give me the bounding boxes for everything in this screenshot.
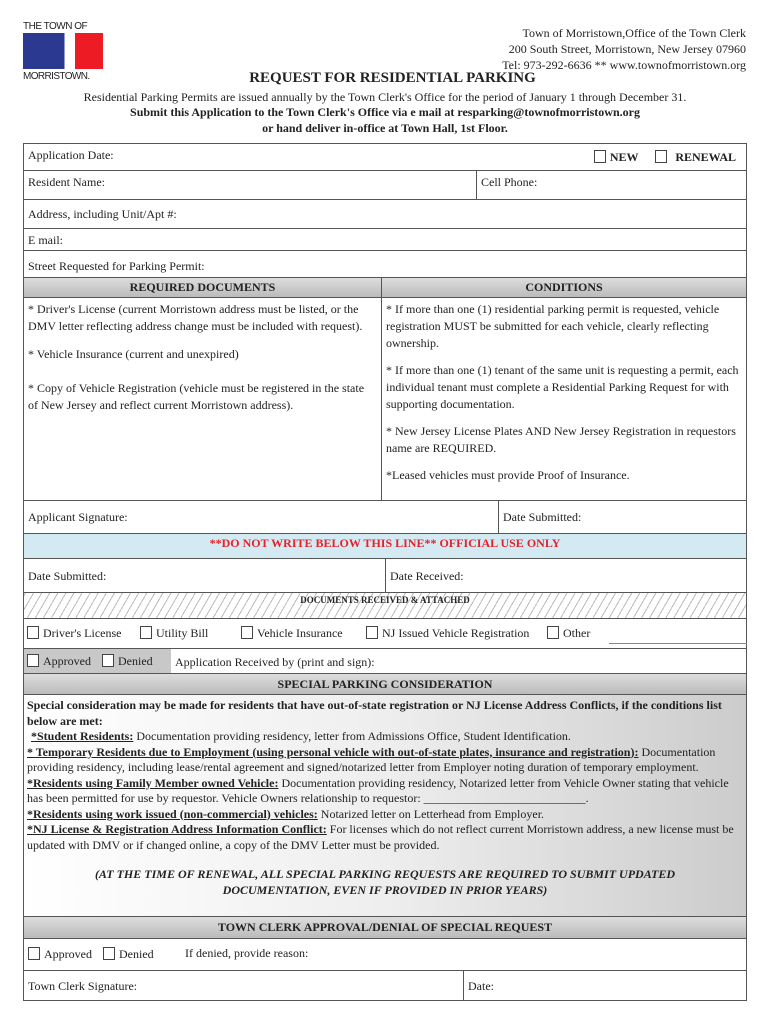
label: *Residents using work issued (non-commercial) vehicles:	[27, 806, 318, 821]
label: Applicant Signature:	[28, 510, 128, 524]
clerk-approval-row	[23, 938, 747, 971]
other-checkbox[interactable]	[547, 626, 559, 639]
date-submitted-field[interactable]	[498, 500, 747, 534]
label: Vehicle Insurance	[257, 626, 343, 640]
conditions-list	[381, 297, 747, 501]
label: Other	[563, 626, 591, 640]
list-item: * Vehicle Insurance (current and unexpired)	[28, 347, 239, 361]
label: E mail:	[28, 233, 63, 247]
resident-name-field[interactable]	[23, 170, 477, 200]
label: Denied	[119, 947, 154, 961]
label: Approved	[43, 654, 91, 668]
address-field[interactable]	[23, 199, 747, 229]
special-item	[27, 729, 743, 745]
list-item: * If more than one (1) tenant of the same unit is requesting a permit, each individual tenant must complete a Residential Parking Request for with supporting documentation.	[386, 363, 739, 411]
renewal-note: (AT THE TIME OF RENEWAL, ALL SPECIAL PARKING REQUESTS ARE REQUIRED TO SUBMIT UPDATED DOCUMENTATION, EVEN IF PROVIDED IN PRIOR YEARS)	[94, 867, 676, 897]
documents-checklist	[23, 618, 747, 649]
conditions-header: CONDITIONS	[381, 277, 747, 298]
clerk-approved-checkbox[interactable]	[28, 947, 40, 960]
text: Documentation providing residency, Notarized letter from Vehicle Owner stating that vehicle has been permitted for use by requestor. Vehicle Owners relationship to requestor: ___________________________.	[27, 775, 729, 805]
text: Documentation providing residency, including lease/rental agreement and signed/notarized letter from Employer noting duration of temporary employment.	[27, 744, 716, 774]
denial-reason-label[interactable]: If denied, provide reason:	[185, 946, 309, 960]
approval-row	[23, 648, 747, 674]
nj-registration-checkbox[interactable]	[366, 626, 378, 639]
list-item: * Driver's License (current Morristown address must be listed, or the DMV letter reflecting address change must be included with request).	[28, 302, 363, 333]
address-line: 200 South Street, Morristown, New Jersey 07960	[508, 42, 746, 56]
label: Driver's License	[43, 626, 122, 640]
label: Town Clerk Signature:	[28, 979, 138, 993]
approved-checkbox[interactable]	[27, 654, 39, 667]
text: Notarized letter on Letterhead from Employer.	[317, 806, 545, 821]
list-item: * If more than one (1) residential parking permit is requested, vehicle registration MUST be submitted for each vehicle, clearly reflecting ownership.	[386, 302, 720, 350]
required-documents-list	[23, 297, 382, 501]
text: For licenses which do not reflect current Morristown address, a new license must be updated with DMV or if changed online, a copy of the DMV Letter must be provided.	[27, 822, 734, 852]
label: * Temporary Residents due to Employment (using personal vehicle with out-of-state plates, insurance and registration):	[27, 744, 639, 759]
applicant-signature-field[interactable]	[23, 500, 499, 534]
clerk-denied-checkbox[interactable]	[103, 947, 115, 960]
utility-bill-checkbox[interactable]	[140, 626, 152, 639]
special-consideration-body	[23, 694, 747, 917]
required-documents-header: REQUIRED DOCUMENTS	[23, 277, 382, 298]
label: Approved	[44, 947, 92, 961]
special-item	[27, 745, 743, 776]
logo: THE TOWN OF MORRISTOWN.	[23, 22, 105, 82]
label: *NJ License & Registration Address Information Conflict:	[27, 822, 327, 836]
list-item: *Leased vehicles must provide Proof of Insurance.	[386, 468, 630, 482]
official-date-submitted[interactable]	[23, 558, 386, 593]
label: Street Requested for Parking Permit:	[28, 259, 205, 273]
label: *Residents using Family Member owned Vehicle:	[27, 775, 279, 790]
label: Date:	[468, 979, 494, 993]
special-item	[27, 807, 743, 823]
documents-received-header: DOCUMENTS RECEIVED & ATTACHED	[23, 592, 747, 619]
street-requested-field[interactable]	[23, 250, 747, 278]
text: Documentation providing residency, letter from Admissions Office, Student Identification.	[133, 729, 571, 743]
address-line: Town of Morristown,Office of the Town Clerk	[522, 26, 746, 40]
label: Date Received:	[390, 569, 464, 583]
label: NEW	[609, 150, 639, 164]
official-use-banner: **DO NOT WRITE BELOW THIS LINE** OFFICIAL USE ONLY	[23, 533, 747, 559]
label: *Student Residents:	[31, 729, 134, 743]
office-address	[502, 25, 746, 73]
submit-text: Submit this Application to the Town Clerk's Office via e mail at resparking@townofmorristown.org	[130, 105, 640, 119]
application-date-field[interactable]	[23, 143, 747, 171]
clerk-date-field[interactable]	[463, 970, 747, 1001]
vehicle-insurance-checkbox[interactable]	[241, 626, 253, 639]
list-item: * New Jersey License Plates AND New Jersey Registration in requestors name are REQUIRED.	[386, 424, 736, 455]
label: Date Submitted:	[28, 569, 107, 583]
clerk-approval-header: TOWN CLERK APPROVAL/DENIAL OF SPECIAL REQUEST	[23, 916, 747, 939]
address-line: Tel: 973-292-6636 ** www.townofmorristown.org	[502, 58, 746, 72]
denied-checkbox[interactable]	[102, 654, 114, 667]
label: NJ Issued Vehicle Registration	[382, 626, 530, 640]
other-line[interactable]	[609, 643, 747, 644]
special-item	[27, 822, 743, 853]
clerk-signature-field[interactable]	[23, 970, 464, 1001]
label: Cell Phone:	[481, 175, 538, 189]
special-parking-header: SPECIAL PARKING CONSIDERATION	[23, 673, 747, 695]
cell-phone-field[interactable]	[476, 170, 747, 200]
label: Denied	[118, 654, 153, 668]
page-title: REQUEST FOR RESIDENTIAL PARKING	[249, 70, 536, 86]
email-field[interactable]	[23, 228, 747, 251]
list-item: * Copy of Vehicle Registration (vehicle must be registered in the state of New Jersey and reflect current Morristown address).	[28, 381, 365, 412]
renewal-checkbox[interactable]	[655, 150, 667, 163]
special-item	[27, 776, 743, 807]
label: Application Date:	[28, 148, 114, 162]
new-checkbox[interactable]	[594, 150, 606, 163]
label: Address, including Unit/Apt #:	[28, 207, 177, 221]
submit-text-2: or hand deliver in-office at Town Hall, 1st Floor.	[262, 121, 508, 135]
drivers-license-checkbox[interactable]	[27, 626, 39, 639]
special-intro: Special consideration may be made for residents that have out-of-state registration or NJ License Address Conflicts, if the conditions list below are met:	[27, 698, 722, 728]
label: Utility Bill	[156, 626, 209, 640]
label: Resident Name:	[28, 175, 105, 189]
label: Date Submitted:	[503, 510, 582, 524]
intro-text: Residential Parking Permits are issued annually by the Town Clerk's Office for the period of January 1 through December 31.	[83, 90, 687, 104]
official-date-received[interactable]	[385, 558, 747, 593]
received-by-label: Application Received by (print and sign):	[175, 655, 375, 669]
label: RENEWAL	[675, 150, 736, 164]
